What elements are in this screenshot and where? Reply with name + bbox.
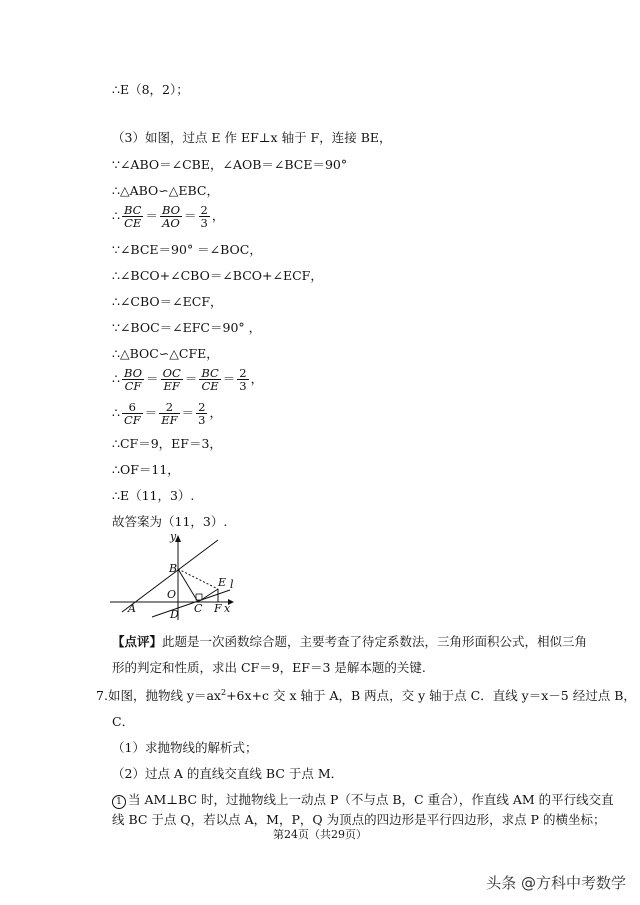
numerator: BO xyxy=(123,366,143,380)
page-footer: 第24页（共29页） xyxy=(273,828,367,841)
circled-number: 1 xyxy=(112,795,126,809)
therefore-symbol: ∴ xyxy=(112,371,120,386)
step-9-ratio: ∴ $\frac{BO}{CF}$ ＝ $\frac{OC}{EF}$ ＝ $\frac{BC}{CE}$ ＝ $\frac{2}{3}$ ， xyxy=(112,366,264,393)
comment-line-1 xyxy=(112,634,587,650)
comment-text: 此题是一次函数综合题，主要考查了待定系数法，三角形面积公式，相似三角 xyxy=(162,634,588,649)
question-2-1 xyxy=(112,792,614,809)
step-13: ∴E（11，3）. xyxy=(112,488,195,503)
numerator: 2 xyxy=(239,366,247,380)
therefore-symbol: ∴ xyxy=(112,208,120,223)
step-10-ratio: ∴ $\frac{6}{CF}$ ＝ $\frac{2}{EF}$ ＝ $\frac{2}{3}$ ， xyxy=(112,400,222,427)
question-2-1-continued: 线 BC 于点 Q，若以点 A，M，P，Q 为顶点的四边形是平行四边形，求点 P 的横坐标； xyxy=(112,812,606,827)
numerator: BC xyxy=(123,203,142,217)
fraction xyxy=(122,204,143,229)
exponent: 2 xyxy=(220,687,227,697)
problem-number: 7. xyxy=(96,688,108,703)
part3-intro: （3）如图，过点 E 作 EF⊥x 轴于 F，连接 BE， xyxy=(112,130,392,145)
step-12: ∴OF＝11， xyxy=(112,462,180,477)
denominator: EF xyxy=(161,413,178,427)
problem-7-line-2: C． xyxy=(112,714,135,729)
watermark: 头条 @方科中考数学 xyxy=(486,874,626,892)
fraction xyxy=(199,367,220,392)
therefore-symbol: ∴ xyxy=(112,405,120,420)
label-y: y xyxy=(170,532,177,543)
question-2: （2）过点 A 的直线交直线 BC 于点 M． xyxy=(112,766,344,781)
denominator: CE xyxy=(124,216,142,230)
numerator: OC xyxy=(162,366,181,380)
numerator: BC xyxy=(201,366,219,380)
answer-line: 故答案为（11，3）. xyxy=(112,514,228,529)
denominator: CF xyxy=(123,413,141,427)
label-b: B xyxy=(169,562,178,575)
fraction xyxy=(122,367,144,392)
label-d: D xyxy=(170,608,179,621)
comment-tag: 【点评】 xyxy=(112,634,163,649)
fraction xyxy=(161,367,183,392)
fraction xyxy=(160,204,182,229)
step-3-ratio: ∴ $\frac{BC}{CE}$ ＝ $\frac{BO}{AO}$ ＝ $\frac{2}{3}$ ， xyxy=(112,203,225,230)
denominator: EF xyxy=(163,379,180,393)
numerator: 2 xyxy=(200,203,208,217)
numerator: BO xyxy=(161,203,181,217)
punctuation: ， xyxy=(209,405,222,420)
right-angle-mark xyxy=(196,594,202,600)
geometry-figure xyxy=(108,532,238,624)
denominator: CF xyxy=(124,379,142,393)
punctuation: ， xyxy=(211,208,225,223)
fraction xyxy=(199,204,210,229)
line-ab xyxy=(122,540,218,612)
fraction xyxy=(237,367,248,392)
label-c: C xyxy=(194,602,203,615)
comment-line-2: 形的判定和性质，求出 CF＝9，EF＝3 是解本题的关键. xyxy=(112,660,426,675)
step-11: ∴CF＝9，EF＝3， xyxy=(112,436,222,451)
question-text: 当 AM⊥BC 时，过抛物线上一动点 P（不与点 B，C 重合），作直线 AM 的平行线交直 xyxy=(128,792,614,807)
question-1: （1）求抛物线的解析式； xyxy=(112,740,258,755)
label-f: F xyxy=(214,602,222,615)
step-5: ∴∠BCO+∠CBO＝∠BCO+∠ECF， xyxy=(112,268,323,283)
punctuation: ， xyxy=(250,371,264,386)
problem-text: 如图，抛物线 y＝ax xyxy=(107,688,221,703)
step-1: ∵∠ABO＝∠CBE，∠AOB＝∠BCE＝90° xyxy=(112,157,348,172)
step-4: ∵∠BCE＝90° ＝∠BOC， xyxy=(112,242,262,257)
denominator: AO xyxy=(162,216,180,230)
step-7: ∵∠BOC＝∠EFC＝90° ， xyxy=(112,320,262,335)
numerator: 2 xyxy=(159,401,179,414)
step-2: ∴△ABO∽△EBC， xyxy=(112,183,219,198)
denominator: 3 xyxy=(239,379,247,393)
numerator: 2 xyxy=(198,400,206,414)
step-6: ∴∠CBO＝∠ECF， xyxy=(112,294,223,309)
label-o: O xyxy=(167,588,177,601)
line-e-coordinate: ∴E（8，2）； xyxy=(112,82,189,97)
fraction xyxy=(122,401,143,426)
segment-bc xyxy=(178,569,198,602)
problem-7-line-1 xyxy=(96,688,636,704)
denominator: 3 xyxy=(200,216,208,230)
label-x: x xyxy=(224,602,231,615)
numerator: 6 xyxy=(122,401,143,414)
denominator: CE xyxy=(201,379,219,393)
label-e: E xyxy=(218,576,227,589)
label-a: A xyxy=(128,602,136,615)
label-l: l xyxy=(230,578,234,591)
fraction xyxy=(196,401,207,426)
fraction xyxy=(159,401,179,426)
step-8: ∴△BOC∽△CFE， xyxy=(112,346,219,361)
denominator: 3 xyxy=(198,413,206,427)
problem-text: +6x+c 交 x 轴于 A，B 两点，交 y 轴于点 C．直线 y＝x－5 经过点 B， xyxy=(226,688,636,703)
